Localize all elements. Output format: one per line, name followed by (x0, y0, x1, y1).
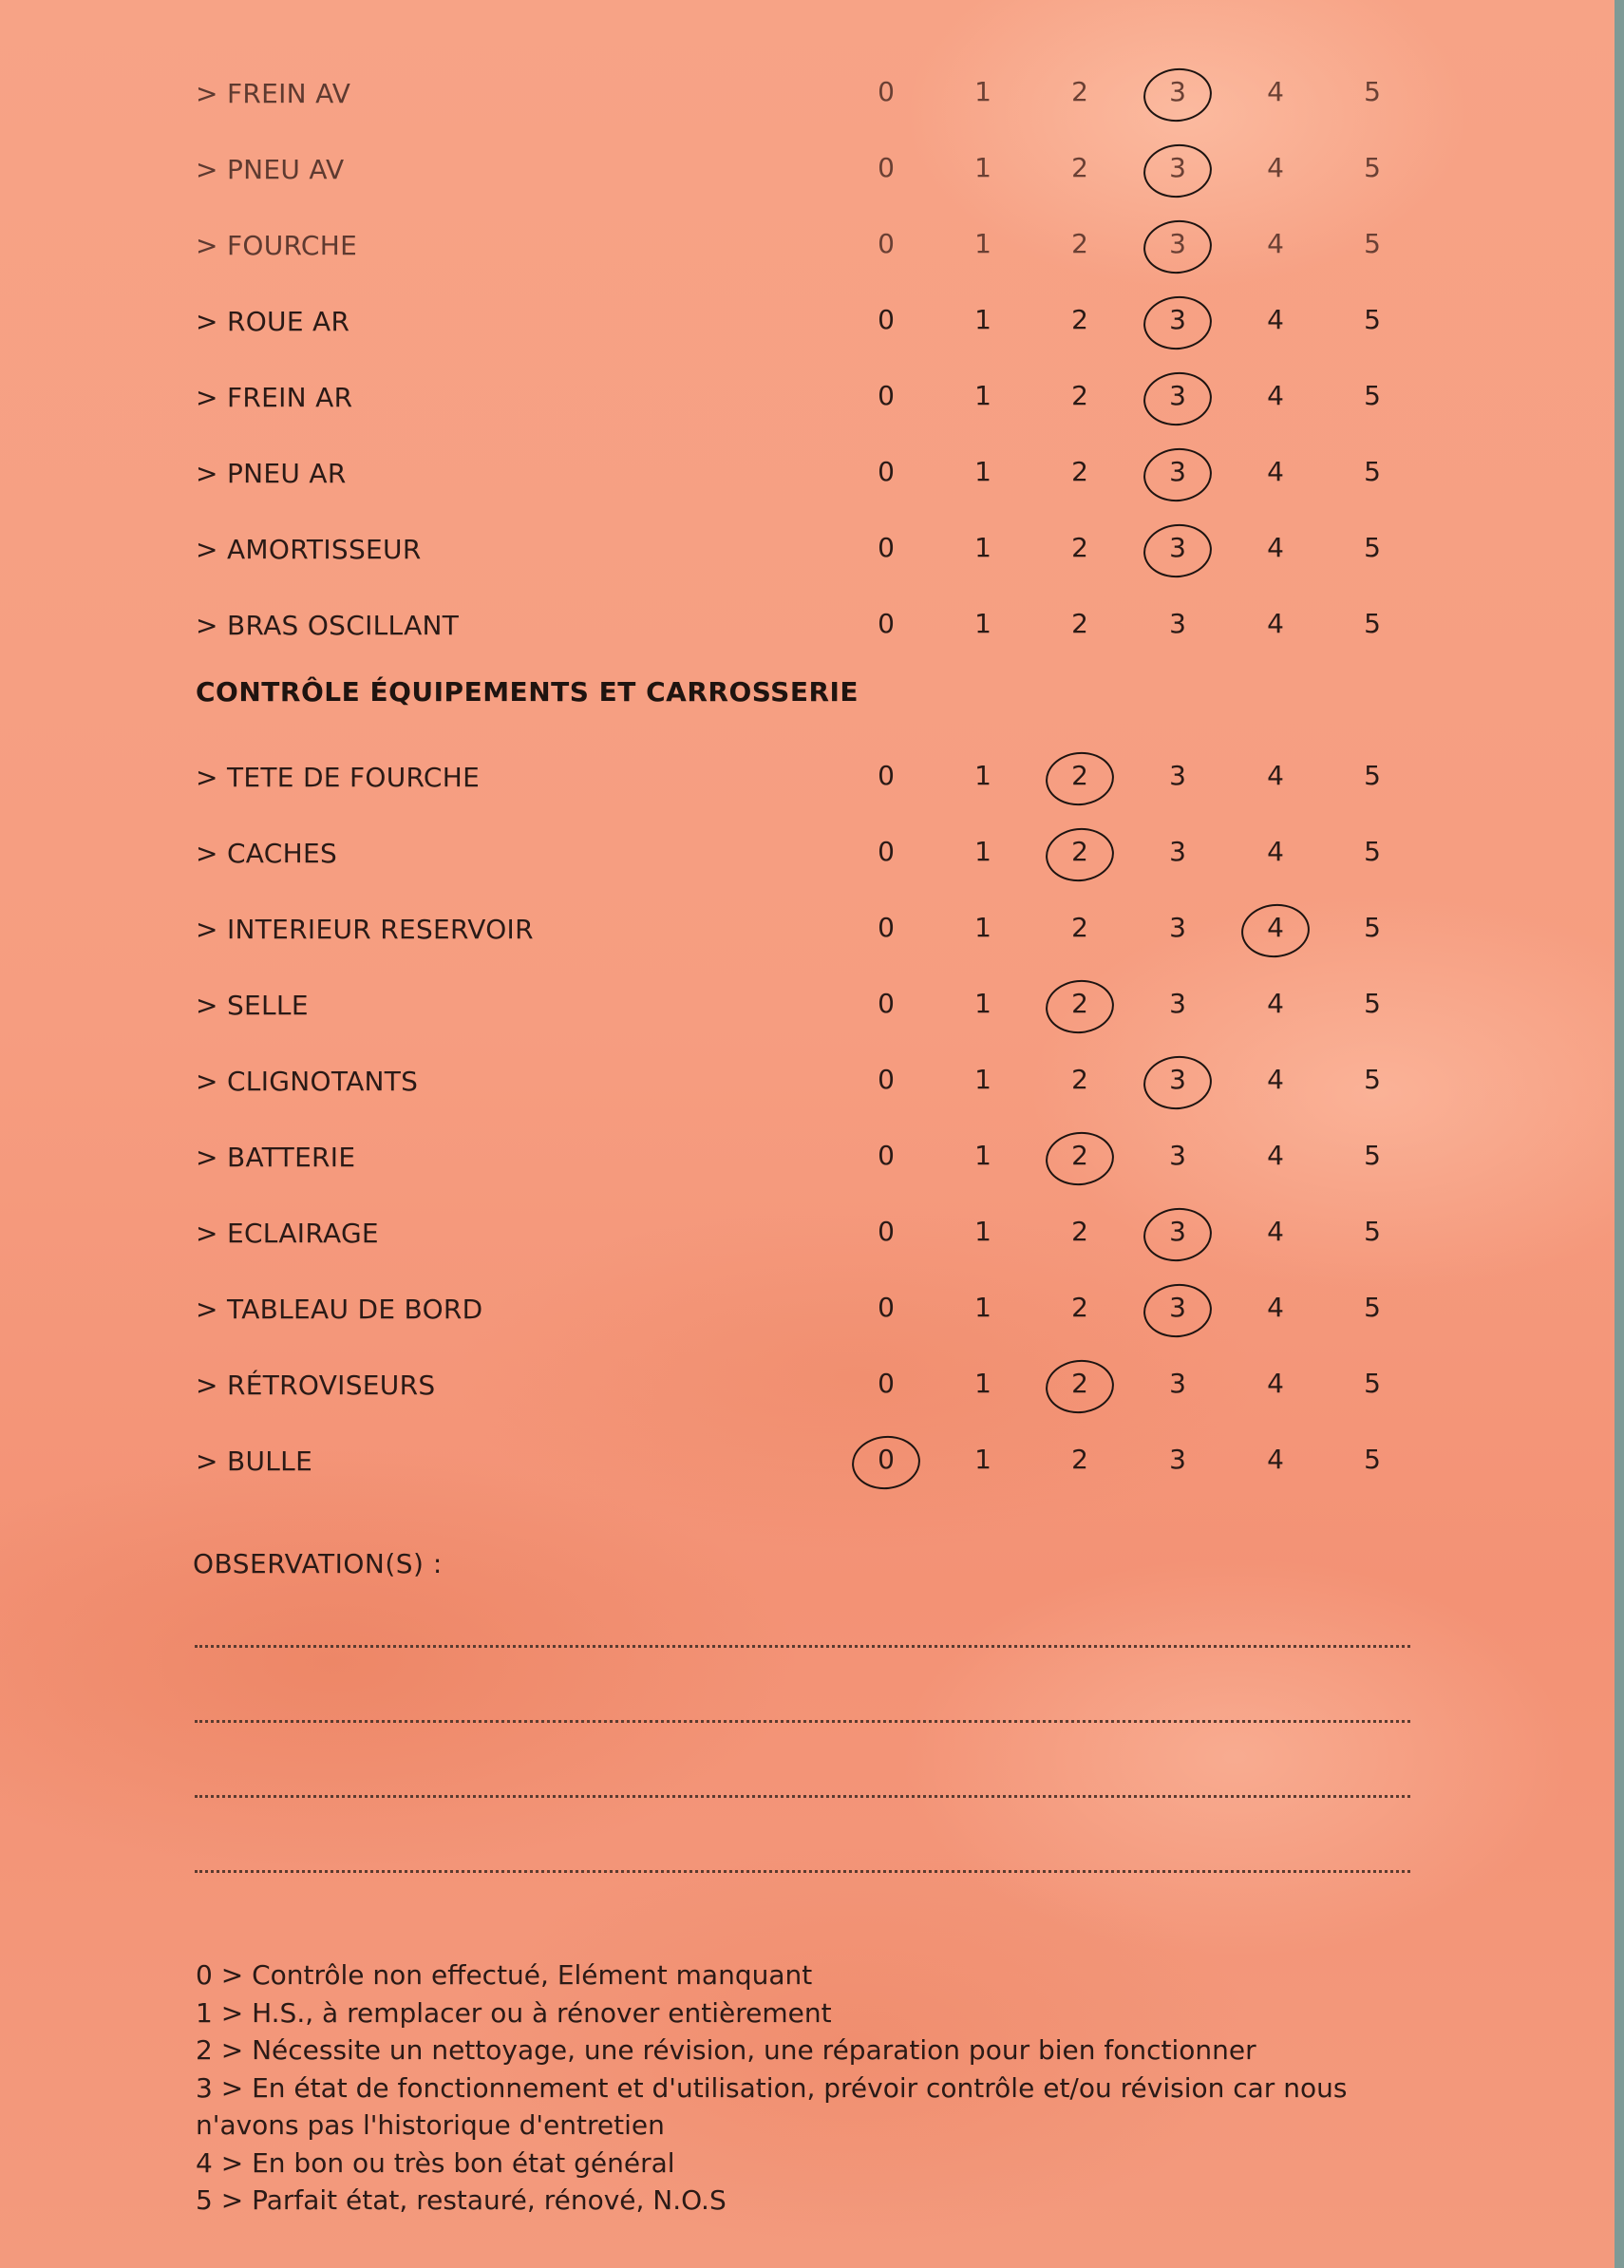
row-label: > BRAS OSCILLANT (196, 610, 460, 641)
rating-option[interactable]: 5 (1364, 380, 1381, 411)
row-label: > AMORTISSEUR (196, 534, 422, 565)
rating-option[interactable]: 5 (1364, 1292, 1381, 1323)
rating-option[interactable]: 0 (878, 456, 895, 487)
rating-option-selected[interactable]: 2 (1051, 1368, 1108, 1399)
rating-option[interactable]: 2 (1071, 532, 1088, 563)
rating-option[interactable]: 0 (878, 1064, 895, 1095)
rating-option-selected[interactable]: 3 (1149, 532, 1206, 563)
row-label: > BULLE (196, 1446, 313, 1477)
rating-option[interactable]: 4 (1267, 152, 1284, 183)
rating-option[interactable]: 5 (1364, 152, 1381, 183)
rating-option[interactable]: 3 (1169, 1368, 1186, 1399)
rating-option[interactable]: 0 (878, 608, 895, 639)
rating-option[interactable]: 4 (1267, 836, 1284, 867)
rating-option[interactable]: 4 (1267, 532, 1284, 563)
rating-option-selected[interactable]: 3 (1149, 1292, 1206, 1323)
rating-option[interactable]: 0 (878, 1292, 895, 1323)
rating-option[interactable]: 5 (1364, 1216, 1381, 1247)
legend-item: 4 > En bon ou très bon état général (196, 2146, 675, 2179)
rating-option-selected[interactable]: 3 (1149, 1064, 1206, 1095)
checklist-row (0, 1280, 1615, 1337)
rating-option[interactable]: 2 (1071, 912, 1088, 943)
rating-option[interactable]: 0 (878, 1140, 895, 1171)
rating-option[interactable]: 1 (974, 380, 991, 411)
rating-option[interactable]: 4 (1267, 304, 1284, 335)
rating-option[interactable]: 4 (1267, 1216, 1284, 1247)
rating-option[interactable]: 4 (1267, 456, 1284, 487)
legend-item: 0 > Contrôle non effectué, Elément manquant (196, 1959, 813, 1991)
checklist-row (0, 1204, 1615, 1261)
rating-option[interactable]: 5 (1364, 456, 1381, 487)
checklist-row (0, 520, 1615, 577)
rating-option[interactable]: 4 (1267, 1444, 1284, 1475)
rating-option[interactable]: 4 (1267, 1368, 1284, 1399)
rating-option[interactable]: 1 (974, 532, 991, 563)
rating-option-selected[interactable]: 4 (1247, 912, 1304, 943)
rating-option[interactable]: 1 (974, 912, 991, 943)
rating-option[interactable]: 4 (1267, 1140, 1284, 1171)
rating-option[interactable]: 0 (878, 304, 895, 335)
row-label: > RÉTROVISEURS (196, 1370, 436, 1401)
rating-option[interactable]: 2 (1071, 1444, 1088, 1475)
rating-option[interactable]: 1 (974, 988, 991, 1019)
rating-option[interactable]: 0 (878, 532, 895, 563)
rating-option[interactable]: 1 (974, 1368, 991, 1399)
rating-option[interactable]: 1 (974, 1064, 991, 1095)
rating-option[interactable]: 5 (1364, 228, 1381, 259)
rating-option[interactable]: 5 (1364, 304, 1381, 335)
rating-option[interactable]: 2 (1071, 380, 1088, 411)
rating-option-selected[interactable]: 3 (1149, 228, 1206, 259)
observations-title: OBSERVATION(S) : (193, 1548, 443, 1579)
rating-option-selected[interactable]: 2 (1051, 988, 1108, 1019)
rating-option[interactable]: 5 (1364, 912, 1381, 943)
rating-option[interactable]: 2 (1071, 1292, 1088, 1323)
rating-option[interactable]: 3 (1169, 760, 1186, 791)
rating-option[interactable]: 1 (974, 1444, 991, 1475)
rating-legend (196, 1956, 1430, 2220)
checklist-row (0, 824, 1615, 881)
row-label: > SELLE (196, 990, 309, 1021)
checklist-row (0, 369, 1615, 425)
rating-option[interactable]: 5 (1364, 76, 1381, 107)
checklist-row (0, 1432, 1615, 1489)
row-label: > TETE DE FOURCHE (196, 762, 481, 793)
rating-option[interactable]: 0 (878, 836, 895, 867)
row-label: > PNEU AR (196, 458, 347, 489)
row-label: > FOURCHE (196, 230, 358, 261)
rating-option[interactable]: 1 (974, 456, 991, 487)
rating-option[interactable]: 0 (878, 1216, 895, 1247)
checklist-row (0, 65, 1615, 122)
legend-item: n'avons pas l'historique d'entretien (196, 2109, 665, 2141)
checklist-row (0, 596, 1615, 653)
rating-option[interactable]: 4 (1267, 988, 1284, 1019)
row-label: > TABLEAU DE BORD (196, 1294, 483, 1325)
row-label: > FREIN AV (196, 78, 351, 109)
row-label: > CLIGNOTANTS (196, 1066, 419, 1097)
rating-option[interactable]: 5 (1364, 836, 1381, 867)
rating-option[interactable]: 5 (1364, 760, 1381, 791)
row-label: > INTERIEUR RESERVOIR (196, 914, 534, 945)
rating-option[interactable]: 4 (1267, 228, 1284, 259)
rating-option[interactable]: 3 (1169, 836, 1186, 867)
legend-item: 2 > Nécessite un nettoyage, une révision, une réparation pour bien fonctionner (196, 2034, 1256, 2066)
legend-item: 1 > H.S., à remplacer ou à rénover entièrement (196, 1996, 832, 2029)
rating-option-selected[interactable]: 3 (1149, 152, 1206, 183)
rating-option[interactable]: 3 (1169, 988, 1186, 1019)
rating-option[interactable]: 4 (1267, 608, 1284, 639)
rating-option[interactable]: 1 (974, 760, 991, 791)
rating-option[interactable]: 0 (878, 76, 895, 107)
rating-option[interactable]: 5 (1364, 608, 1381, 639)
rating-option[interactable]: 0 (878, 760, 895, 791)
legend-item: 5 > Parfait état, restauré, rénové, N.O.S (196, 2184, 727, 2216)
rating-option-selected[interactable]: 0 (858, 1444, 915, 1475)
rating-option[interactable]: 1 (974, 152, 991, 183)
checklist-row (0, 1052, 1615, 1109)
rating-option[interactable]: 3 (1169, 1140, 1186, 1171)
rating-option[interactable]: 1 (974, 304, 991, 335)
checklist-row (0, 748, 1615, 805)
checklist-row (0, 217, 1615, 274)
rating-option-selected[interactable]: 3 (1149, 1216, 1206, 1247)
rating-option[interactable]: 2 (1071, 1216, 1088, 1247)
rating-option[interactable]: 1 (974, 76, 991, 107)
checklist-row (0, 1128, 1615, 1185)
rating-option[interactable]: 3 (1169, 608, 1186, 639)
rating-option[interactable]: 0 (878, 1368, 895, 1399)
checklist-row (0, 1356, 1615, 1413)
rating-option[interactable]: 4 (1267, 380, 1284, 411)
checklist-row (0, 444, 1615, 501)
rating-option[interactable]: 0 (878, 228, 895, 259)
rating-option-selected[interactable]: 3 (1149, 380, 1206, 411)
rating-option[interactable]: 0 (878, 152, 895, 183)
rating-option[interactable]: 0 (878, 912, 895, 943)
rating-option[interactable]: 5 (1364, 1064, 1381, 1095)
rating-option-selected[interactable]: 3 (1149, 76, 1206, 107)
rating-option-selected[interactable]: 3 (1149, 456, 1206, 487)
row-label: > PNEU AV (196, 154, 345, 185)
legend-item: 3 > En état de fonctionnement et d'utilisation, prévoir contrôle et/ou révision car nous (196, 2071, 1348, 2104)
rating-option[interactable]: 5 (1364, 1140, 1381, 1171)
row-label: > FREIN AR (196, 382, 353, 413)
rating-option[interactable]: 4 (1267, 760, 1284, 791)
rating-option[interactable]: 4 (1267, 1064, 1284, 1095)
rating-option[interactable]: 5 (1364, 1368, 1381, 1399)
checklist-row (0, 141, 1615, 198)
rating-option[interactable]: 1 (974, 228, 991, 259)
rating-option[interactable]: 1 (974, 608, 991, 639)
checklist-row (0, 976, 1615, 1033)
rating-option[interactable]: 2 (1071, 608, 1088, 639)
observation-line (195, 1645, 1410, 1648)
rating-option[interactable]: 0 (878, 380, 895, 411)
observation-line (195, 1870, 1410, 1873)
row-label: > ROUE AR (196, 306, 350, 337)
rating-option[interactable]: 3 (1169, 912, 1186, 943)
checklist-row (0, 293, 1615, 350)
rating-option[interactable]: 2 (1071, 76, 1088, 107)
rating-option[interactable]: 2 (1071, 228, 1088, 259)
rating-option[interactable]: 1 (974, 1292, 991, 1323)
rating-option[interactable]: 1 (974, 1216, 991, 1247)
rating-option[interactable]: 4 (1267, 1292, 1284, 1323)
rating-option-selected[interactable]: 2 (1051, 836, 1108, 867)
rating-option[interactable]: 5 (1364, 988, 1381, 1019)
rating-option[interactable]: 2 (1071, 304, 1088, 335)
rating-option[interactable]: 1 (974, 836, 991, 867)
rating-option-selected[interactable]: 2 (1051, 1140, 1108, 1171)
row-label: > BATTERIE (196, 1142, 356, 1173)
rating-option[interactable]: 0 (878, 988, 895, 1019)
rating-option[interactable]: 5 (1364, 1444, 1381, 1475)
rating-option[interactable]: 5 (1364, 532, 1381, 563)
rating-option[interactable]: 4 (1267, 76, 1284, 107)
row-label: > ECLAIRAGE (196, 1218, 379, 1249)
observation-line (195, 1720, 1410, 1723)
rating-option[interactable]: 1 (974, 1140, 991, 1171)
rating-option-selected[interactable]: 3 (1149, 304, 1206, 335)
row-label: > CACHES (196, 838, 338, 869)
observation-line (195, 1795, 1410, 1798)
rating-option[interactable]: 2 (1071, 152, 1088, 183)
rating-option[interactable]: 2 (1071, 1064, 1088, 1095)
rating-option[interactable]: 3 (1169, 1444, 1186, 1475)
checklist-row (0, 900, 1615, 957)
rating-option-selected[interactable]: 2 (1051, 760, 1108, 791)
section-title: CONTRÔLE ÉQUIPEMENTS ET CARROSSERIE (196, 676, 859, 708)
rating-option[interactable]: 2 (1071, 456, 1088, 487)
